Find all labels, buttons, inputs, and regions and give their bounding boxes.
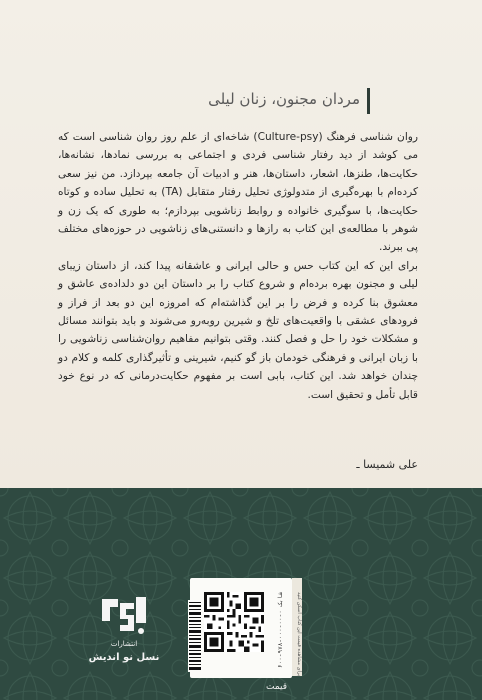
qr-code-icon [204,592,264,652]
author-signature: علی شمیسا ـ [356,458,418,471]
book-title: مردان مجنون، زنان لیلی [208,90,360,108]
publisher-name: نسل نو اندیش [88,652,160,663]
isbn-text: شابک ۰-۰۰-۰۰۰-۹۷۸-۶۰۰ [277,592,284,668]
blurb-paragraph-1: روان شناسی فرهنگ (Culture-psy) شاخه‌ای از علم روز روان شناسی است که می کوشد از دید رفتار شناسی فردی و اجتماعی به بررسی نمادها، نشانه‌ها، حکایت‌ها، طنزها، اشعار، داستان‌ها، هنر و ادبیات آن جامعه بپردازد. من نیز سعی کرده‌ام با بهره‌گیری از متدولوژی تحلیل رفتار متقابل (TA) به تحلیل ساده و کوتاه حکایت‌ها، با سوگیری خانواده و روابط زناشویی بپردازم؛ به طوری که یک زن و شوهر با مطالعه‌ی این کتاب به رازها و دانستنی‌های زناشویی در حوزه‌های مختلف پی ببرند. [58,131,419,254]
title-accent-bar [367,88,370,114]
publisher-logo-icon [96,593,150,637]
blurb-paragraph-2: برای این که این کتاب حس و حالی ایرانی و عاشقانه پیدا کند، از داستان زیبای لیلی و مجنون بهره برده‌ام و شروع کتاب را بر داستان این دو دلداده‌ی عاشق و معشوق بنا کرده و فرض را بر این گذاشته‌ام که امروزه این دو بعد از فراز و فرودهای عشقی با واقعیت‌های تلخ و شیرین روبه‌رو می‌شوند و باید بتوانند مسائل و مشکلات خود را حل و فصل کنند. وقتی بتوانیم مفاهیم روان‌شناسی زناشویی را با زبان ایرانی و فرهنگی خودمان باز گو کنیم، شیرینی و تأثیرگذاری کلمه و کلام دو چندان خواهد شد. این کتاب، بابی است بر مفهوم حکایت‌درمانی که در نوع خود قابل تأمل و تحقیق است. [58,259,418,401]
publisher-label: انتشارات [110,640,138,648]
scan-caption: برای مشاهده قیمت این کتاب اسکن کنید [292,578,302,676]
price-label: قیمت [266,682,288,692]
blurb [58,128,418,404]
isbn-barcode-icon [188,600,203,672]
